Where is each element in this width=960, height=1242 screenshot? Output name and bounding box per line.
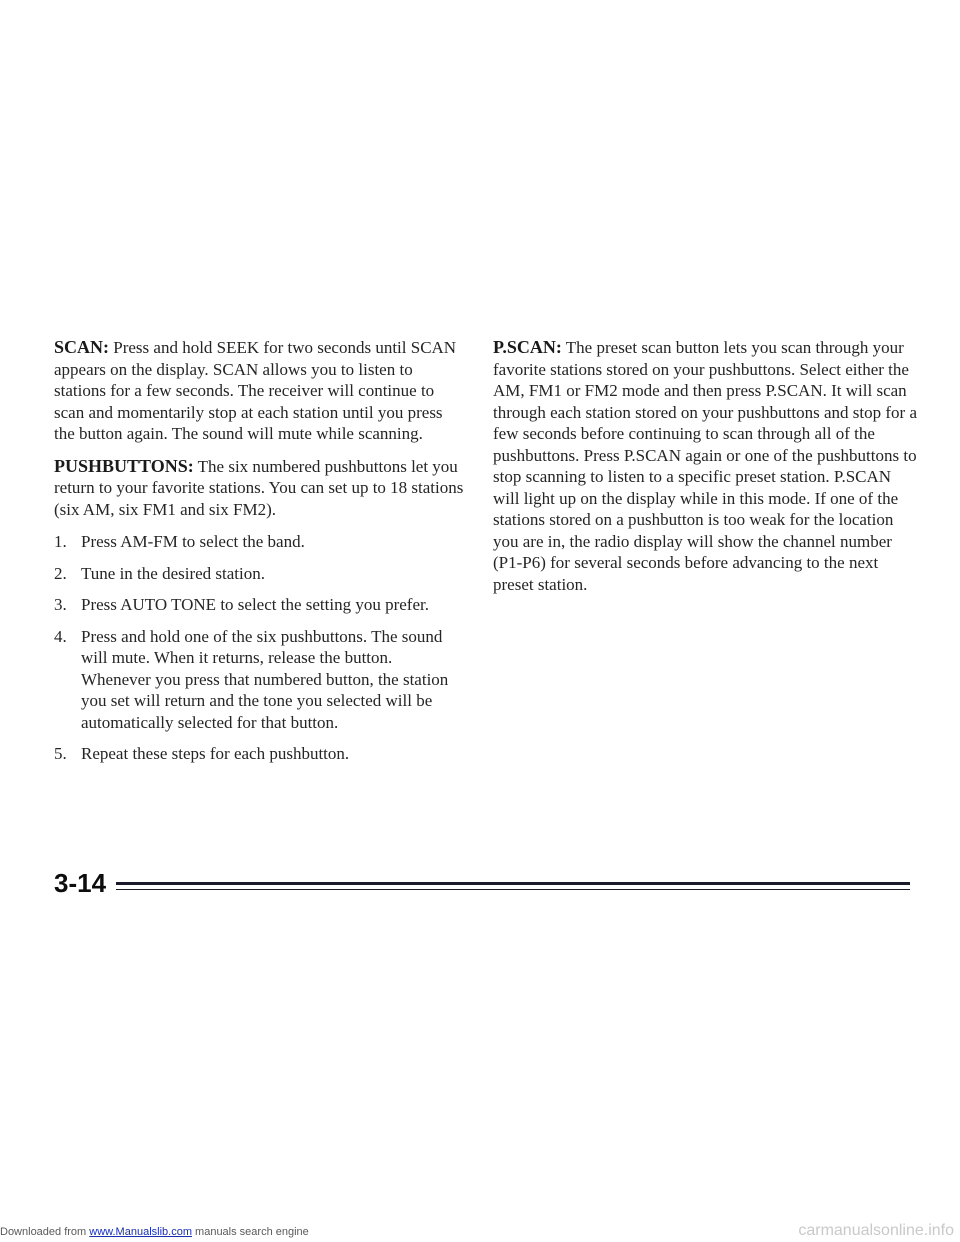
page-footer — [54, 868, 910, 898]
pscan-text: The preset scan button lets you scan through your favorite stations stored on your pushbuttons. Select either the AM, FM1 or FM2 mode and then press P.SCAN. It will scan through each station stored on your pushbuttons and stop for a few seconds before continuing to scan through all of the pushbuttons. Press P.SCAN again or one of the pushbuttons to stop scanning to listen to a specific preset station. P.SCAN will light up on the display while in this mode. If one of the stations stored on a pushbutton is too weak for the location you are in, the radio display will show the channel number (P1-P6) for several seconds before advancing to the next preset station. — [493, 338, 917, 594]
page-number: 3-14 — [54, 868, 107, 898]
scan-text: Press and hold SEEK for two seconds until SCAN appears on the display. SCAN allows you to listen to stations for a few seconds. The receiver will continue to scan and momentarily stop at each station until you press the button again. The sound will mute while scanning. — [54, 338, 457, 443]
step-number: 5. — [54, 744, 67, 763]
manualslib-link[interactable]: www.Manualslib.com — [89, 1226, 192, 1238]
list-item — [54, 563, 464, 585]
step-number: 1. — [54, 532, 67, 551]
footer-rule-thin — [116, 889, 910, 890]
scan-paragraph — [54, 337, 464, 445]
step-text: Repeat these steps for each pushbutton. — [81, 744, 350, 763]
download-source-line — [0, 1225, 309, 1239]
step-text: Press and hold one of the six pushbuttons. The sound will mute. When it returns, release the button. Whenever you press that numbered button, the station you set will return and the tone you selected will be automatically selected for that button. — [81, 626, 449, 732]
step-number: 4. — [54, 626, 67, 646]
source-prefix: Downloaded from — [0, 1226, 90, 1238]
pushbuttons-paragraph — [54, 456, 464, 521]
step-text: Press AM-FM to select the band. — [81, 532, 305, 551]
pushbuttons-text: The six numbered pushbuttons let you return to your favorite stations. You can set up to 18 stations (six AM, six FM1 and six FM2). — [54, 456, 464, 519]
step-number: 3. — [54, 595, 67, 614]
footer-rule-thick — [116, 882, 910, 885]
step-text: Tune in the desired station. — [81, 563, 265, 583]
list-item — [54, 626, 464, 734]
list-item — [54, 743, 464, 765]
step-text: Press AUTO TONE to select the setting you prefer. — [81, 595, 429, 614]
pscan-paragraph — [493, 337, 918, 595]
source-suffix: manuals search engine — [191, 1226, 309, 1238]
pscan-heading: P.SCAN: — [493, 337, 562, 357]
right-column — [493, 337, 918, 606]
list-item — [54, 594, 464, 616]
step-number: 2. — [54, 563, 67, 583]
list-item — [54, 531, 464, 553]
pushbutton-steps-list — [54, 531, 464, 765]
pushbuttons-heading: PUSHBUTTONS: — [54, 455, 194, 476]
left-column — [54, 337, 464, 775]
scan-heading: SCAN: — [54, 337, 110, 357]
site-watermark: carmanualsonline.info — [798, 1222, 954, 1239]
